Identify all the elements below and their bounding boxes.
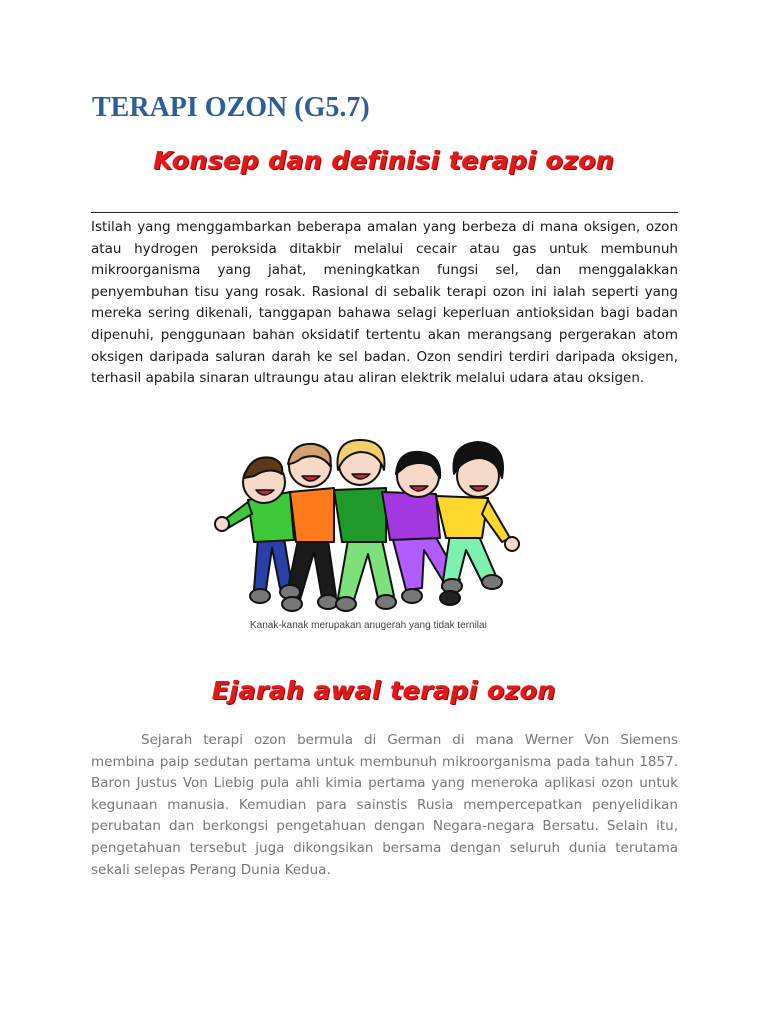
document-title: TERAPI OZON (G5.7) (92, 92, 370, 123)
child-1-pants (254, 538, 292, 590)
child-5-shirt (436, 496, 488, 538)
figure-caption: Kanak-kanak merupakan anugerah yang tidak ternilai (250, 620, 487, 631)
child-3-shirt (334, 488, 386, 542)
history-paragraph: Sejarah terapi ozon bermula di German di mana Werner Von Siemens membina paip sedutan pertama untuk membunuh mikroorganisma pada tahun 1857. Baron Justus Von Liebig pula ahli kimia pertama yang meneroka aplikasi ozon untuk kegunaan manusia. Kemudian para sainstis Rusia mempercepatkan penyelidikan perubatan dan berkongsi pengetahuan dengan Negara-negara Bersatu. Selain itu, pengetahuan tersebut juga dikongsikan bersama dengan seluruh dunia terutama sekali selepas Perang Dunia Kedua. (91, 732, 678, 878)
section-heading-sejarah: Ejarah awal terapi ozon (212, 676, 556, 705)
definition-paragraph: Istilah yang menggambarkan beberapa amalan yang berbeza di mana oksigen, ozon atau hydrogen peroksida ditakbir melalui cecair atau gas untuk membunuh mikroorganisma yang jahat, meningkatkan fungsi sel, dan menggalakkan penyembuhan tisu yang rosak. Rasional di sebalik terapi ozon ini ialah seperti yang mereka sering dikenali, tanggapan bahawa selagi keperluan antioksidan bagi badan dipenuhi, penggunaan bahan oksidatif tertentu akan merangsang pergerakan atom oksigen daripada saluran darah ke sel badan. Ozon sendiri terdiri daripada oksigen, terhasil apabila sinaran ultraungu atau aliran elektrik melalui udara atau oksigen. (91, 219, 678, 387)
children-cartoon-image (210, 430, 540, 635)
child-3-pants (338, 540, 394, 600)
child-4-shirt (382, 492, 440, 540)
children-illustration (210, 430, 540, 635)
section-heading-konsep: Konsep dan definisi terapi ozon (153, 146, 615, 175)
horizontal-rule (91, 212, 678, 213)
child-2-shirt (290, 488, 334, 542)
